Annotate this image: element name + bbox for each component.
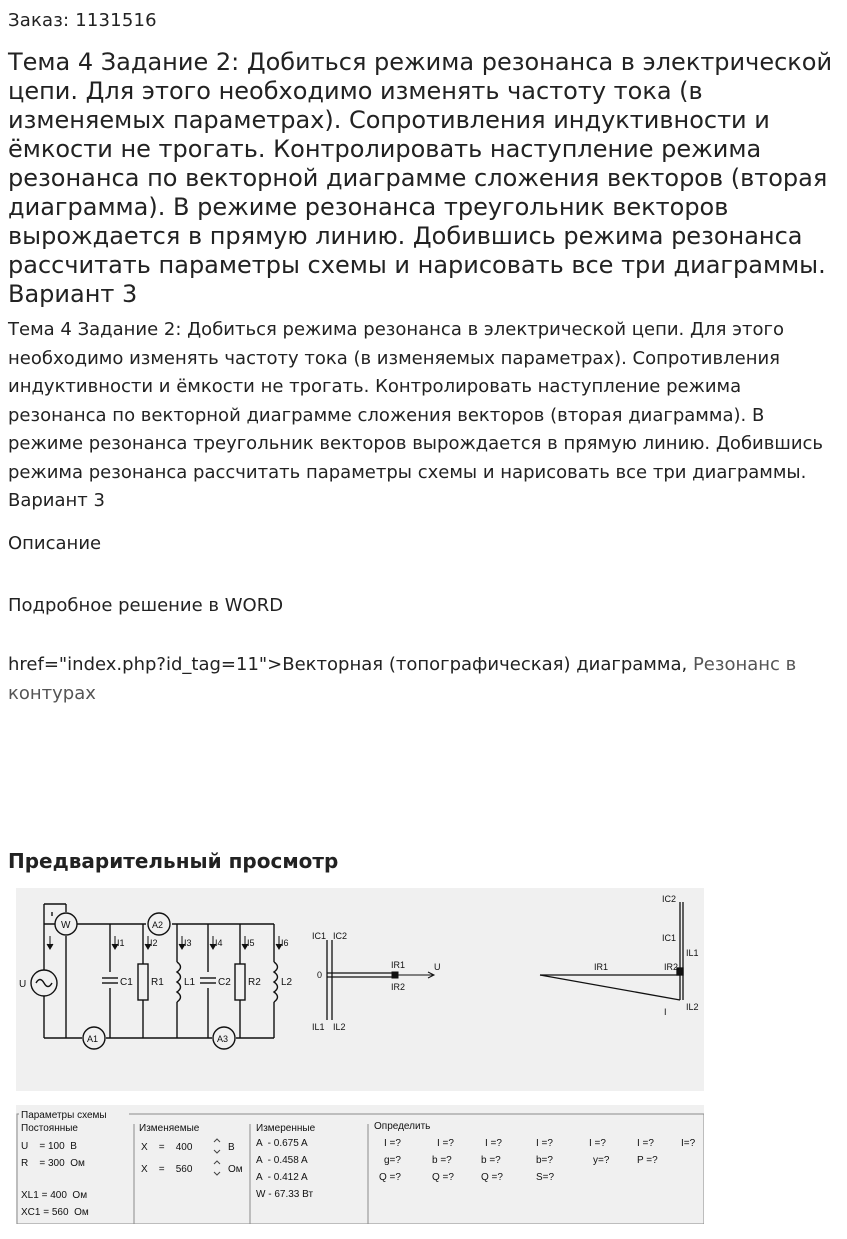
params-measured-row-3: A - 0.412 A xyxy=(256,1172,308,1183)
params-measured-row-1: A - 0.675 A xyxy=(256,1138,308,1149)
params-constant-xl1: XL1 = 400 Ом xyxy=(21,1190,88,1201)
label-current-i5: I5 xyxy=(247,938,255,948)
label-c1: C1 xyxy=(120,977,133,988)
params-variable-unit-2: Ом xyxy=(228,1164,243,1175)
det-r1-c2: I =? xyxy=(437,1138,454,1149)
label-l1: L1 xyxy=(184,977,196,988)
det-r3-c1: Q =? xyxy=(379,1172,401,1183)
params-variable-title: Изменяемые xyxy=(139,1123,200,1134)
p1-label-ic1: IC1 xyxy=(312,931,327,941)
label-current-i6: I6 xyxy=(281,938,289,948)
det-r3-c2: Q =? xyxy=(432,1172,454,1183)
det-r1-c4: I =? xyxy=(536,1138,553,1149)
det-r1-c3: I =? xyxy=(485,1138,502,1149)
det-r1-c6: I =? xyxy=(637,1138,654,1149)
label-current-i1: I1 xyxy=(117,938,125,948)
task-description: Тема 4 Задание 2: Добиться режима резонанса в электрической цепи. Для этого необходимо изменять частоту тока (в изменяемых параметрах). Сопротивления индуктивности и ёмкости не трогать. Контролировать наступление режима резонанса по векторной диаграмме сложения векторов (вторая диаграмма). В режиме резонанса треугольник векторов вырождается в прямую линию. Добившись режима резонанса рассчитать параметры схемы и нарисовать все три диаграммы. Вариант 3 xyxy=(8,319,824,511)
det-r2-c5: y=? xyxy=(593,1155,610,1166)
tags-text: href="index.php?id_tag=11">Векторная (топографическая) диаграмма, xyxy=(8,654,693,675)
solution-note: Подробное решение в WORD xyxy=(8,595,284,616)
p2-label-ic1: IC1 xyxy=(662,933,677,943)
p1-label-ir1: IR1 xyxy=(391,960,406,970)
p2-label-il1: IL1 xyxy=(686,948,699,958)
p1-label-ic2: IC2 xyxy=(333,931,348,941)
params-variable-row-2: X = 560 xyxy=(141,1164,193,1175)
det-r2-c3: b =? xyxy=(481,1155,501,1166)
det-r1-c5: I =? xyxy=(589,1138,606,1149)
det-r1-c7: I=? xyxy=(681,1138,696,1149)
label-c2: C2 xyxy=(218,977,231,988)
preview-drawing xyxy=(16,888,704,1224)
p1-label-ir2: IR2 xyxy=(391,982,406,992)
circuit-labels xyxy=(19,920,293,1044)
det-r2-c6: P =? xyxy=(637,1155,658,1166)
params-group-title: Параметры схемы xyxy=(21,1110,107,1121)
params-constant-row-1: U = 100 В xyxy=(21,1141,77,1152)
p2-label-il2: IL2 xyxy=(686,1002,699,1012)
param-x2-spinner-icon[interactable] xyxy=(214,1161,220,1175)
p2-label-ir2: IR2 xyxy=(664,962,679,972)
label-wattmeter: W xyxy=(61,920,71,931)
order-number: Заказ: 1131516 xyxy=(8,10,157,31)
p1-label-il2: IL2 xyxy=(333,1022,346,1032)
params-determine-row-1 xyxy=(384,1138,696,1149)
preview-heading: Предварительный просмотр xyxy=(8,849,339,873)
params-constant-title: Постоянные xyxy=(21,1123,78,1134)
params-measured-title: Измеренные xyxy=(256,1123,316,1134)
phasor-diagram-1-labels xyxy=(312,931,441,1032)
det-r1-c1: I =? xyxy=(384,1138,401,1149)
tags-line xyxy=(8,650,838,708)
p2-label-ic2: IC2 xyxy=(662,894,677,904)
params-variable-row-1: X = 400 xyxy=(141,1142,193,1153)
params-determine-row-3 xyxy=(379,1172,555,1183)
params-panel xyxy=(17,1114,704,1224)
p1-label-u: U xyxy=(434,962,441,972)
det-r2-c4: b=? xyxy=(536,1155,553,1166)
params-determine-row-2 xyxy=(384,1155,658,1166)
param-x1-spinner-icon[interactable] xyxy=(214,1139,220,1153)
preview-image xyxy=(16,888,704,1224)
det-r2-c1: g=? xyxy=(384,1155,401,1166)
label-ammeter-a2: A2 xyxy=(152,920,164,930)
det-r3-c3: Q =? xyxy=(481,1172,503,1183)
params-constant-xc1: XC1 = 560 Ом xyxy=(21,1207,89,1218)
params-constant-row-2: R = 300 Ом xyxy=(21,1158,85,1169)
label-current-i3: I3 xyxy=(184,938,192,948)
phasor-diagram-1 xyxy=(327,940,434,1020)
params-determine-title: Определить xyxy=(374,1121,431,1132)
phasor-diagram-2 xyxy=(540,902,683,1000)
label-r2: R2 xyxy=(248,977,261,988)
label-source-u: U xyxy=(19,979,27,990)
page-title: Тема 4 Задание 2: Добиться режима резонанса в электрической цепи. Для этого необходимо изменять частоту тока (в изменяемых параметрах). Сопротивления индуктивности и ёмкости не трогать. Контролировать наступление режима резонанса по векторной диаграмме сложения векторов (вторая диаграмма). В режиме резонанса треугольник векторов вырождается в прямую линию. Добившись режима резонанса рассчитать параметры схемы и нарисовать все три диаграммы. Вариант 3 xyxy=(8,48,833,308)
params-measured-row-4: W - 67.33 Вт xyxy=(256,1189,314,1200)
params-texts xyxy=(19,1108,696,1218)
p2-label-i: I xyxy=(664,1007,667,1017)
label-l2: L2 xyxy=(281,977,293,988)
p2-label-ir1: IR1 xyxy=(594,962,609,972)
label-ammeter-a1: A1 xyxy=(87,1034,99,1044)
section-description-label: Описание xyxy=(8,533,102,554)
params-measured-row-2: A - 0.458 A xyxy=(256,1155,308,1166)
params-variable-unit-1: В xyxy=(228,1142,235,1153)
det-r3-c4: S=? xyxy=(536,1172,555,1183)
label-current-i2: I2 xyxy=(150,938,158,948)
label-ammeter-a3: A3 xyxy=(217,1034,229,1044)
label-r1: R1 xyxy=(151,977,164,988)
tag-link-resonance[interactable]: Резонанс в контурах xyxy=(8,654,797,704)
det-r2-c2: b =? xyxy=(432,1155,452,1166)
label-current-i4: I4 xyxy=(215,938,223,948)
p1-label-origin: 0 xyxy=(317,970,323,980)
p1-label-il1: IL1 xyxy=(312,1022,325,1032)
